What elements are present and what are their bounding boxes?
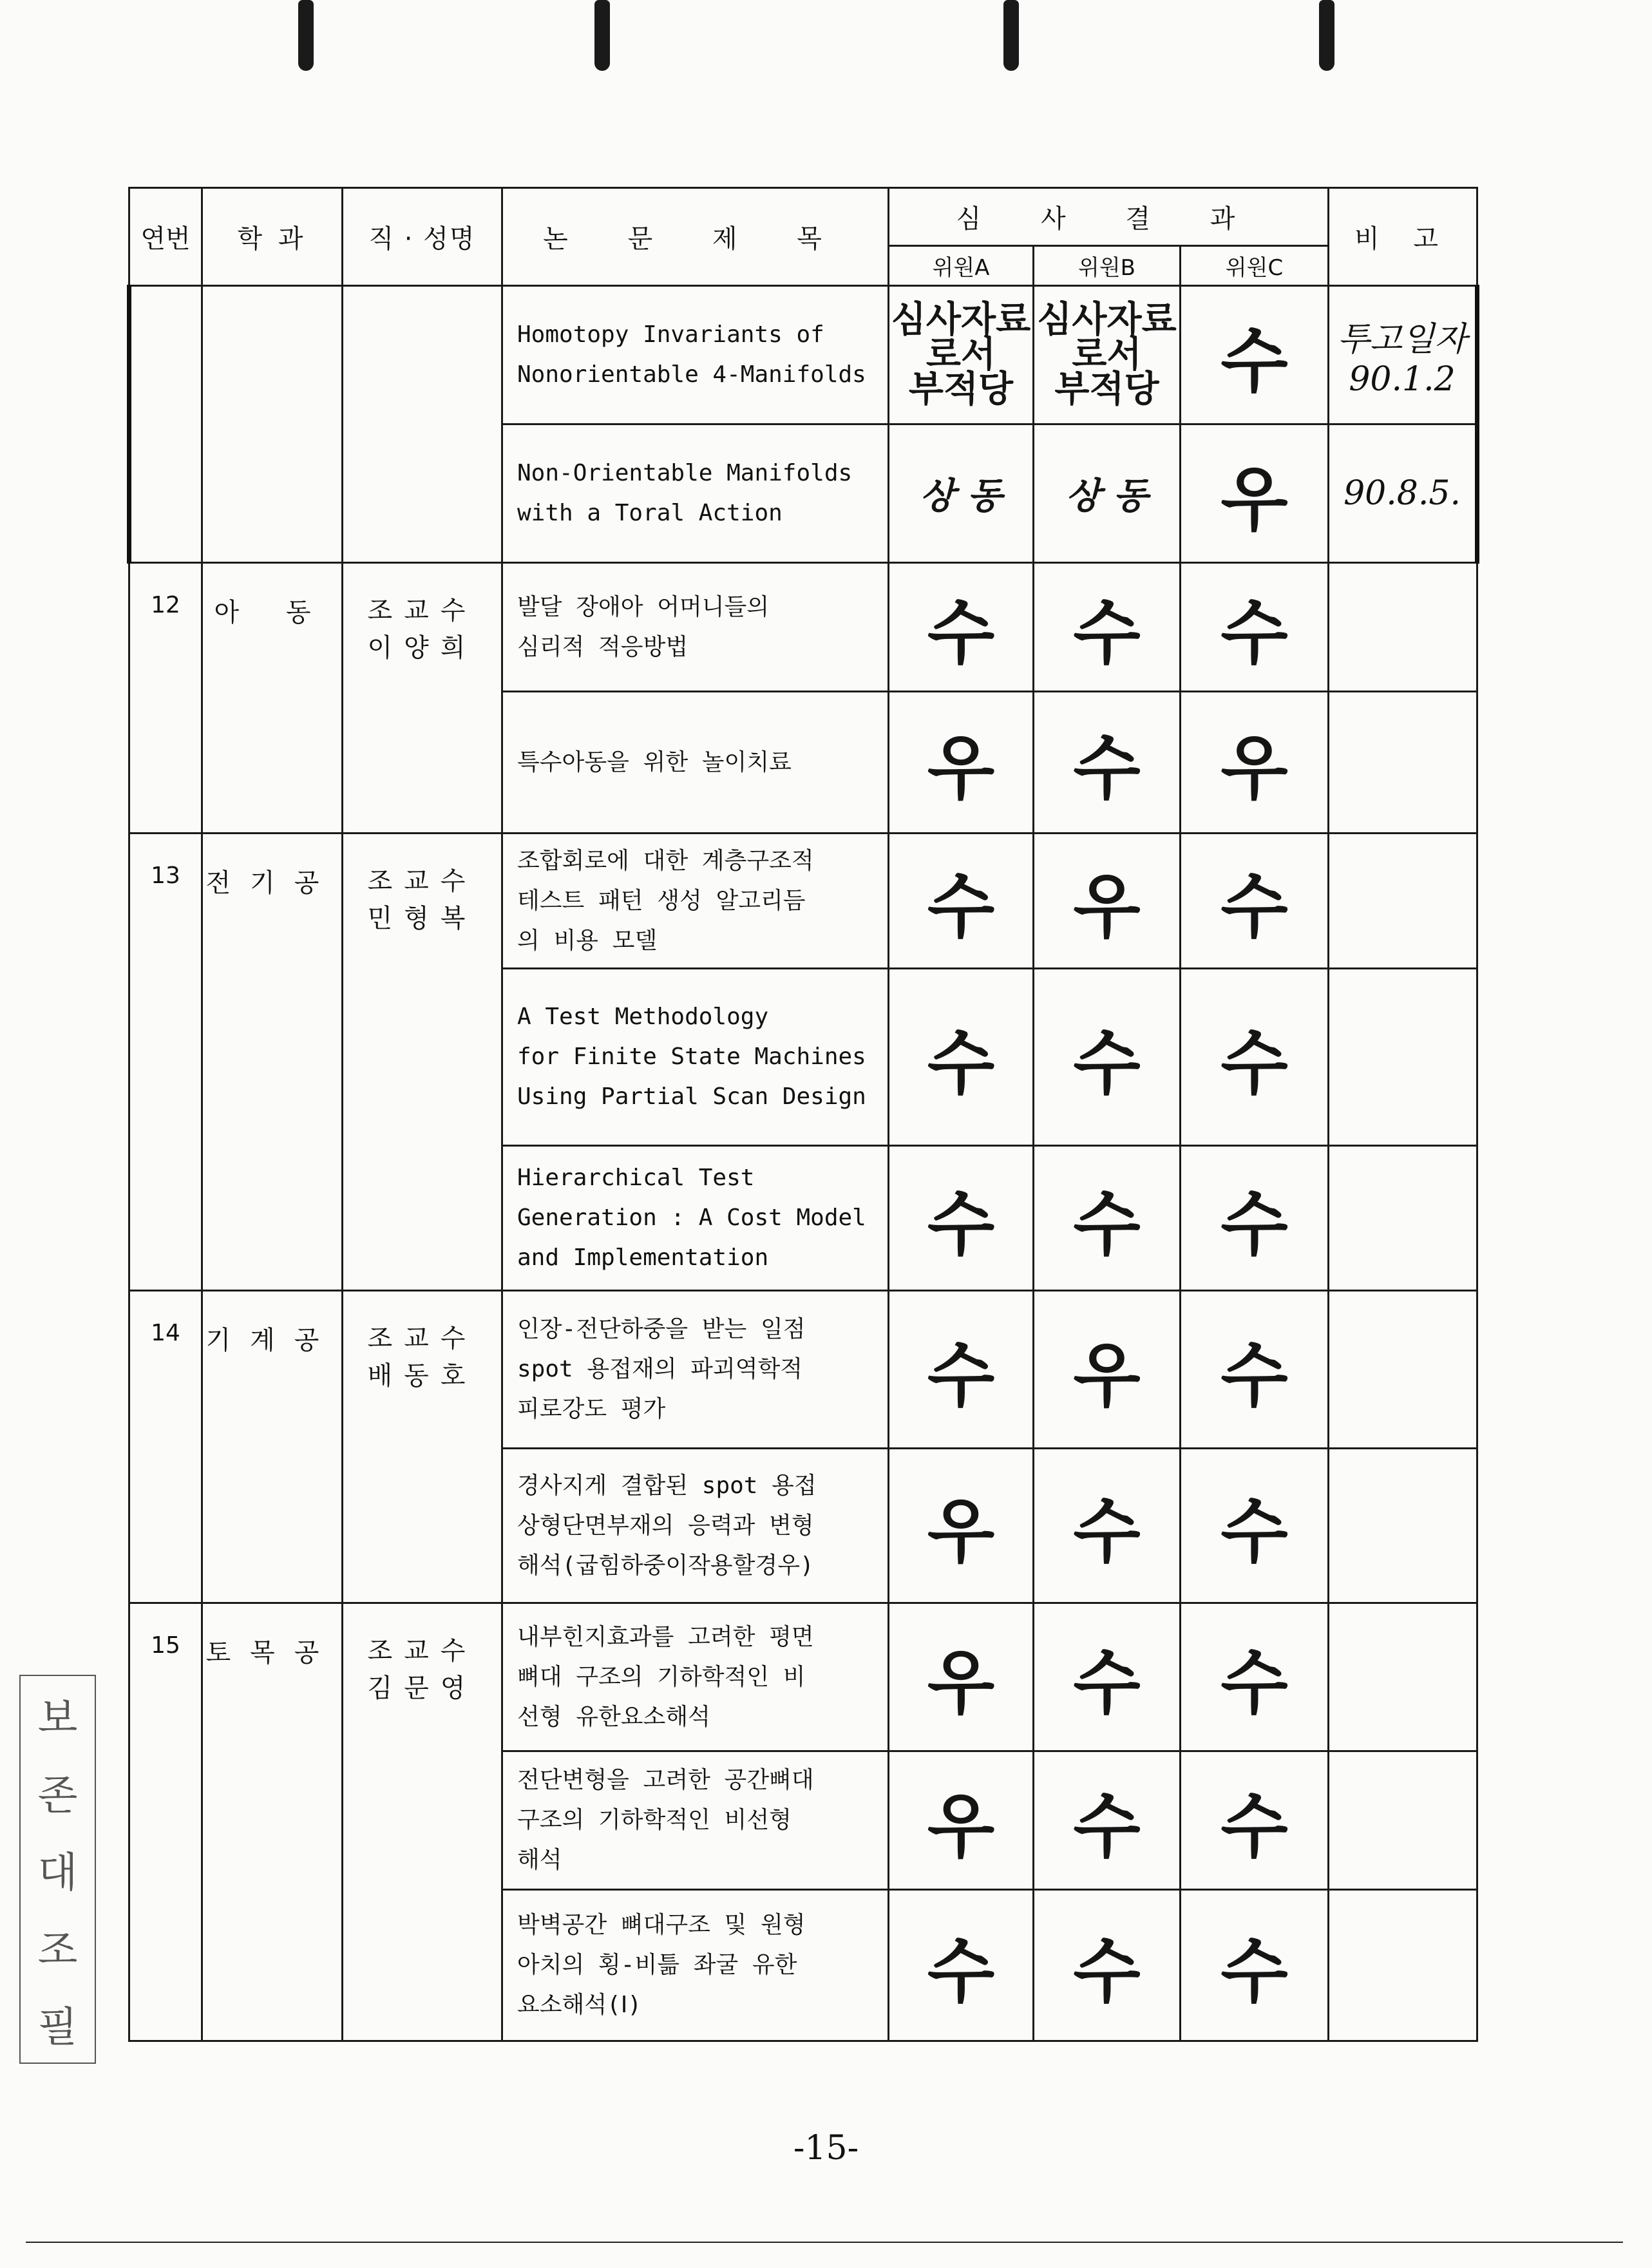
grade-reviewer-b: 수 <box>1034 1603 1181 1751</box>
table-row <box>129 286 1477 424</box>
row-professor: 조교수 김문영 <box>343 1603 502 2041</box>
page-number: -15- <box>793 2129 859 2168</box>
table-row <box>129 563 1477 692</box>
row-number: 12 <box>129 563 202 834</box>
paper-title: 내부힌지효과를 고려한 평면 뼈대 구조의 기하학적인 비 선형 유한요소해석 <box>502 1603 889 1751</box>
binder-hole-2 <box>589 0 615 77</box>
paper-remark: 90.8.5. <box>1329 424 1477 563</box>
side-stamp-char: 필 <box>37 2004 78 2052</box>
grade-reviewer-c: 우 <box>1181 424 1329 563</box>
header-dept: 학 과 <box>202 188 343 286</box>
grade-reviewer-b: 수 <box>1034 1449 1181 1603</box>
paper-remark <box>1329 1291 1477 1449</box>
paper-remark <box>1329 1603 1477 1751</box>
paper-title: A Test Methodology for Finite State Machines Using Partial Scan Design <box>502 969 889 1146</box>
paper-remark <box>1329 1751 1477 1890</box>
row-professor: 조교수 민형복 <box>343 834 502 1291</box>
grade-reviewer-a: 수 <box>889 563 1034 692</box>
table-header <box>129 188 1477 286</box>
grade-reviewer-c: 수 <box>1181 1146 1329 1291</box>
row-number: 15 <box>129 1603 202 2041</box>
grade-reviewer-a: 심사자료 로서 부적당 <box>889 286 1034 424</box>
side-stamp-char: 대 <box>37 1849 78 1897</box>
table-body <box>129 286 1477 2041</box>
header-no: 연번 <box>129 188 202 286</box>
grade-reviewer-c: 우 <box>1181 692 1329 834</box>
grade-reviewer-c: 수 <box>1181 286 1329 424</box>
header-title: 논 문 제 목 <box>502 188 889 286</box>
grade-reviewer-b: 수 <box>1034 969 1181 1146</box>
header-position-name: 직 · 성명 <box>343 188 502 286</box>
row-department: 전기공 <box>202 834 343 1291</box>
grade-reviewer-a: 우 <box>889 692 1034 834</box>
grade-reviewer-a: 수 <box>889 969 1034 1146</box>
binder-hole-3 <box>998 0 1024 77</box>
grade-reviewer-c: 수 <box>1181 1751 1329 1890</box>
review-results-table <box>127 187 1479 2042</box>
table-row <box>129 1291 1477 1449</box>
grade-reviewer-a: 수 <box>889 834 1034 969</box>
grade-reviewer-a: 수 <box>889 1890 1034 2041</box>
grade-reviewer-b: 우 <box>1034 1291 1181 1449</box>
grade-reviewer-c: 수 <box>1181 1291 1329 1449</box>
paper-title: Homotopy Invariants of Nonorientable 4-Manifolds <box>502 286 889 424</box>
header-remarks: 비 고 <box>1329 188 1477 286</box>
paper-remark <box>1329 834 1477 969</box>
grade-reviewer-b: 수 <box>1034 692 1181 834</box>
row-number <box>129 286 202 563</box>
grade-reviewer-a: 우 <box>889 1449 1034 1603</box>
grade-reviewer-b: 수 <box>1034 563 1181 692</box>
side-stamp-char: 조 <box>37 1927 78 1974</box>
grade-reviewer-c: 수 <box>1181 1890 1329 2041</box>
row-number: 13 <box>129 834 202 1291</box>
paper-title: 발달 장애아 어머니들의 심리적 적응방법 <box>502 563 889 692</box>
side-stamp <box>19 1675 96 2064</box>
row-professor: 조교수 배동호 <box>343 1291 502 1603</box>
paper-title: 특수아동을 위한 놀이치료 <box>502 692 889 834</box>
grade-reviewer-a: 상 동 <box>889 424 1034 563</box>
paper-title: 경사지게 결합된 spot 용접 상형단면부재의 응력과 변형 해석(굽힘하중이작용할경우) <box>502 1449 889 1603</box>
grade-reviewer-b: 상 동 <box>1034 424 1181 563</box>
side-stamp-char: 존 <box>37 1772 78 1820</box>
grade-reviewer-c: 수 <box>1181 1603 1329 1751</box>
footer-rule <box>26 2242 1623 2243</box>
grade-reviewer-b: 수 <box>1034 1751 1181 1890</box>
grade-reviewer-b: 우 <box>1034 834 1181 969</box>
table-row <box>129 834 1477 969</box>
paper-title: 박벽공간 뼈대구조 및 원형 아치의 횡-비틂 좌굴 유한 요소해석(Ⅰ) <box>502 1890 889 2041</box>
row-department: 토목공 <box>202 1603 343 2041</box>
paper-title: 조합회로에 대한 계층구조적 테스트 패턴 생성 알고리듬 의 비용 모델 <box>502 834 889 969</box>
paper-title: 전단변형을 고려한 공간뼈대 구조의 기하학적인 비선형 해석 <box>502 1751 889 1890</box>
grade-reviewer-c: 수 <box>1181 834 1329 969</box>
grade-reviewer-c: 수 <box>1181 1449 1329 1603</box>
paper-remark <box>1329 1146 1477 1291</box>
side-stamp-char: 보 <box>37 1695 78 1742</box>
grade-reviewer-a: 수 <box>889 1291 1034 1449</box>
grade-reviewer-c: 수 <box>1181 969 1329 1146</box>
header-reviewer-c: 위원C <box>1181 246 1329 286</box>
paper-title: 인장-전단하중을 받는 일점 spot 용접재의 파괴역학적 피로강도 평가 <box>502 1291 889 1449</box>
paper-remark <box>1329 969 1477 1146</box>
grade-reviewer-a: 우 <box>889 1751 1034 1890</box>
grade-reviewer-c: 수 <box>1181 563 1329 692</box>
header-reviewer-a: 위원A <box>889 246 1034 286</box>
paper-remark <box>1329 563 1477 692</box>
row-professor: 조교수 이양희 <box>343 563 502 834</box>
grade-reviewer-b: 심사자료 로서 부적당 <box>1034 286 1181 424</box>
paper-remark <box>1329 692 1477 834</box>
paper-title: Hierarchical Test Generation : A Cost Model and Implementation <box>502 1146 889 1291</box>
header-reviewer-b: 위원B <box>1034 246 1181 286</box>
header-results: 심 사 결 과 <box>889 188 1329 246</box>
grade-reviewer-a: 수 <box>889 1146 1034 1291</box>
review-table-container <box>127 187 1475 2079</box>
row-department: 아 동 <box>202 563 343 834</box>
binder-hole-4 <box>1314 0 1340 77</box>
paper-title: Non-Orientable Manifolds with a Toral Action <box>502 424 889 563</box>
grade-reviewer-a: 우 <box>889 1603 1034 1751</box>
grade-reviewer-b: 수 <box>1034 1890 1181 2041</box>
paper-remark <box>1329 1890 1477 2041</box>
row-number: 14 <box>129 1291 202 1603</box>
paper-remark: 투고일자 90.1.2 <box>1329 286 1477 424</box>
row-professor <box>343 286 502 563</box>
table-row <box>129 1603 1477 1751</box>
paper-remark <box>1329 1449 1477 1603</box>
row-department <box>202 286 343 563</box>
binder-hole-1 <box>293 0 319 77</box>
row-department: 기계공 <box>202 1291 343 1603</box>
grade-reviewer-b: 수 <box>1034 1146 1181 1291</box>
